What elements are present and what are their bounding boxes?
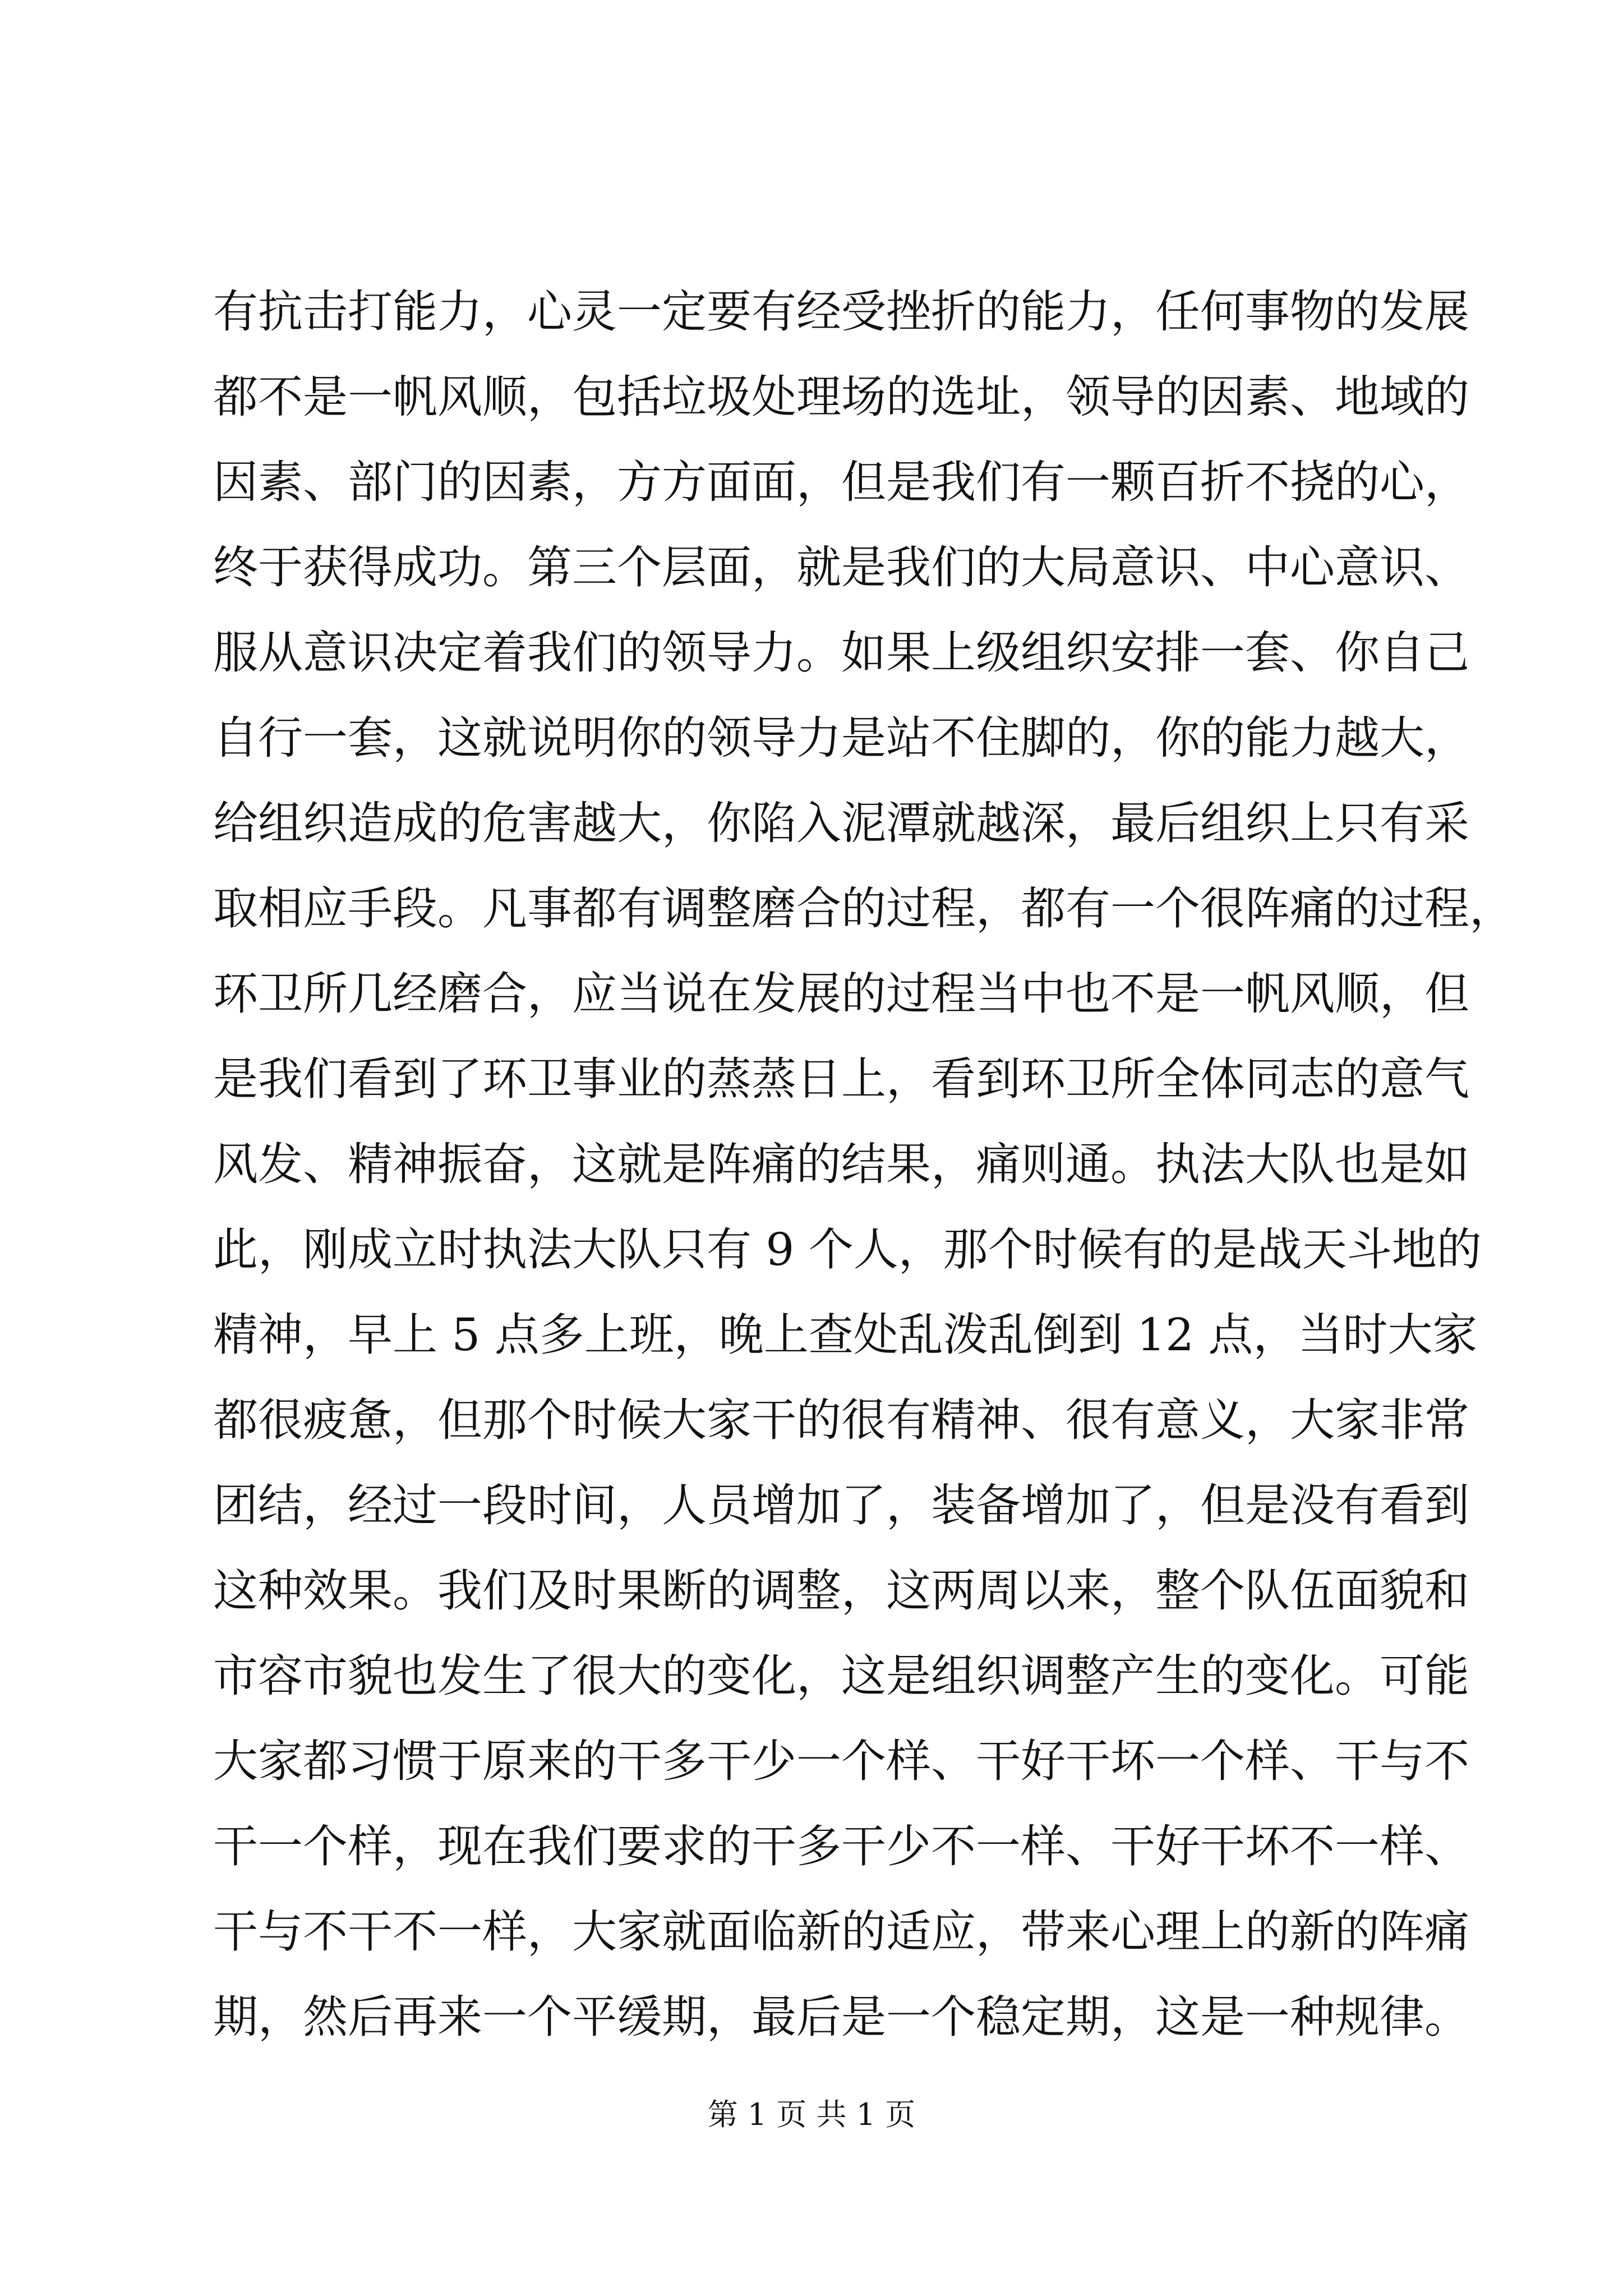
text-line: 市容市貌也发生了很大的变化，这是组织调整产生的变化。可能 [213, 1650, 1469, 1702]
text-line: 期，然后再来一个平缓期，最后是一个稳定期，这是一种规律。 [213, 1991, 1469, 2043]
page-footer [0, 2092, 1623, 2137]
text-line: 有抗击打能力，心灵一定要有经受挫折的能力，任何事物的发展 [213, 286, 1469, 338]
text-line: 环卫所几经磨合，应当说在发展的过程当中也不是一帆风顺，但 [213, 968, 1469, 1020]
text-line: 因素、部门的因素，方方面面，但是我们有一颗百折不挠的心， [213, 456, 1469, 508]
text-line: 给组织造成的危害越大，你陷入泥潭就越深，最后组织上只有采 [213, 797, 1469, 849]
text-line: 大家都习惯于原来的干多干少一个样、干好干坏一个样、干与不 [213, 1735, 1469, 1787]
text-line: 终于获得成功。第三个层面，就是我们的大局意识、中心意识、 [213, 541, 1469, 593]
body-text [213, 269, 1514, 2060]
text-line: 都不是一帆风顺，包括垃圾处理场的选址，领导的因素、地域的 [213, 371, 1469, 423]
text-line: 这种效果。我们及时果断的调整，这两周以来，整个队伍面貌和 [213, 1565, 1469, 1617]
text-line: 风发、精神振奋，这就是阵痛的结果，痛则通。执法大队也是如 [213, 1138, 1469, 1190]
text-line: 都很疲惫，但那个时候大家干的很有精神、很有意义，大家非常 [213, 1394, 1469, 1446]
text-line: 是我们看到了环卫事业的蒸蒸日上，看到环卫所全体同志的意气 [213, 1053, 1469, 1105]
text-line: 团结，经过一段时间，人员增加了，装备增加了，但是没有看到 [213, 1479, 1469, 1531]
text-line: 干一个样，现在我们要求的干多干少不一样、干好干坏不一样、 [213, 1820, 1469, 1872]
text-line: 自行一套，这就说明你的领导力是站不住脚的，你的能力越大， [213, 712, 1469, 764]
text-line: 精神，早上 5 点多上班，晚上查处乱泼乱倒到 12 点，当时大家 [213, 1309, 1478, 1361]
text-line: 取相应手段。凡事都有调整磨合的过程，都有一个很阵痛的过程， [213, 882, 1514, 935]
text-line: 服从意识决定着我们的领导力。如果上级组织安排一套、你自己 [213, 627, 1469, 679]
text-line: 此，刚成立时执法大队只有 9 个人，那个时候有的是战天斗地的 [213, 1223, 1482, 1276]
text-line: 干与不干不一样，大家就面临新的适应，带来心理上的新的阵痛 [213, 1906, 1469, 1958]
page-number-label: 第 1 页 共 1 页 [707, 2097, 916, 2132]
